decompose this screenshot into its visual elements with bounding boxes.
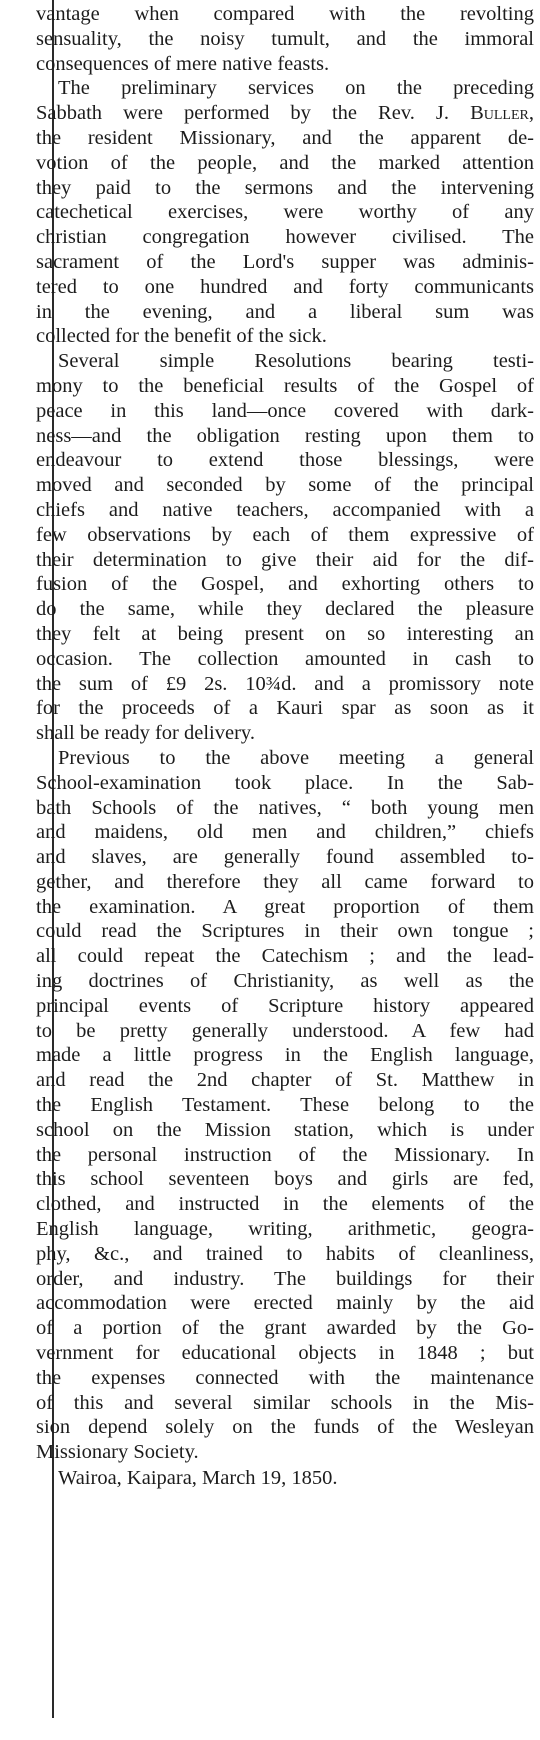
paragraph (36, 349, 534, 746)
text-line: and maidens, old men and children,” chiefs (36, 821, 534, 844)
text-line: sion depend solely on the funds of the Wesleyan (36, 1416, 534, 1439)
text-line: the expenses connected with the maintenance (36, 1366, 534, 1389)
paragraph (36, 76, 534, 349)
text-line: order, and industry. The buildings for their (36, 1267, 534, 1290)
text-line: and slaves, are generally found assembled to- (36, 846, 534, 869)
text-line: moved and seconded by some of the principal (36, 474, 534, 497)
text-line: mony to the beneficial results of the Gospel of (36, 374, 534, 397)
text-line: of a portion of the grant awarded by the Go- (36, 1317, 534, 1340)
text-line: votion of the people, and the marked attention (36, 151, 534, 174)
text-line: Several simple Resolutions bearing testi- (58, 350, 534, 373)
text-line: English language, writing, arithmetic, geogra- (36, 1218, 534, 1241)
text-line: the personal instruction of the Missionary. In (36, 1143, 534, 1166)
text-line: and read the 2nd chapter of St. Matthew in (36, 1069, 534, 1092)
text-line: of this and several similar schools in the Mis- (36, 1391, 534, 1414)
text-line: christian congregation however civilised. The (36, 226, 534, 249)
text-line: school on the Mission station, which is under (36, 1118, 534, 1141)
text-line: endeavour to extend those blessings, were (36, 449, 534, 472)
text-line: tered to one hundred and forty communicants (36, 275, 534, 298)
text-line: made a little progress in the English language, (36, 1044, 534, 1067)
text-line: in the evening, and a liberal sum was (36, 300, 534, 323)
text-line: ness—and the obligation resting upon them to (36, 424, 534, 447)
text-line: principal events of Scripture history appeared (36, 994, 534, 1017)
paragraph (36, 746, 534, 1465)
text-line: vantage when compared with the revolting (36, 3, 534, 25)
text-line: occasion. The collection amounted in cash to (36, 647, 534, 670)
text-line: shall be ready for delivery. (36, 722, 255, 745)
newspaper-page (26, 0, 536, 1740)
text-line: the examination. A great proportion of them (36, 895, 534, 918)
text-line: sacrament of the Lord's supper was adminis- (36, 250, 534, 273)
text-line: the sum of £9 2s. 10¾d. and a promissory note (36, 672, 534, 695)
text-line: The preliminary services on the preceding (58, 77, 534, 100)
text-line: chiefs and native teachers, accompanied with a (36, 498, 534, 521)
text-line: vernment for educational objects in 1848 ; but (36, 1342, 534, 1365)
text-line: phy, &c., and trained to habits of cleanliness, (36, 1242, 534, 1265)
text-line: the English Testament. These belong to the (36, 1094, 534, 1117)
text-line: consequences of mere native feasts. (36, 52, 330, 75)
text-line: could read the Scriptures in their own tongue ; (36, 920, 534, 943)
text-line: peace in this land—once covered with dark- (36, 399, 534, 422)
text-line: their determination to give their aid for the dif- (36, 548, 534, 571)
text-line: collected for the benefit of the sick. (36, 325, 327, 348)
dateline: Wairoa, Kaipara, March 19, 1850. (58, 1467, 338, 1490)
text-line: clothed, and instructed in the elements of the (36, 1193, 534, 1216)
text-line: this school seventeen boys and girls are fed, (36, 1168, 534, 1191)
article-column (36, 2, 534, 1491)
text-line: ing doctrines of Christianity, as well as the (36, 970, 534, 993)
text-line: accommodation were erected mainly by the aid (36, 1292, 534, 1315)
text-line: few observations by each of them expressive of (36, 523, 534, 546)
text-line: for the proceeds of a Kauri spar as soon as it (36, 697, 534, 720)
text-line: to be pretty generally understood. A few had (36, 1019, 534, 1042)
text-line: all could repeat the Catechism ; and the lead- (36, 945, 534, 968)
text-line: sensuality, the noisy tumult, and the immoral (36, 27, 534, 50)
text-line: Sabbath were performed by the Rev. J. Buller, (36, 102, 534, 125)
text-line: they paid to the sermons and the intervening (36, 176, 534, 199)
text-line: School-examination took place. In the Sab- (36, 771, 534, 794)
text-line: they felt at being present on so interesting an (36, 622, 534, 645)
text-line: the resident Missionary, and the apparent de- (36, 126, 534, 149)
text-line: gether, and therefore they all came forward to (36, 870, 534, 893)
text-line: do the same, while they declared the pleasure (36, 598, 534, 621)
text-line: fusion of the Gospel, and exhorting others to (36, 573, 534, 596)
text-line: catechetical exercises, were worthy of any (36, 201, 534, 224)
small-caps-name: Buller (470, 102, 529, 125)
text-line: Previous to the above meeting a general (58, 746, 534, 769)
paragraph (36, 2, 534, 76)
text-line: bath Schools of the natives, “ both young men (36, 796, 534, 819)
text-line: Missionary Society. (36, 1441, 199, 1464)
